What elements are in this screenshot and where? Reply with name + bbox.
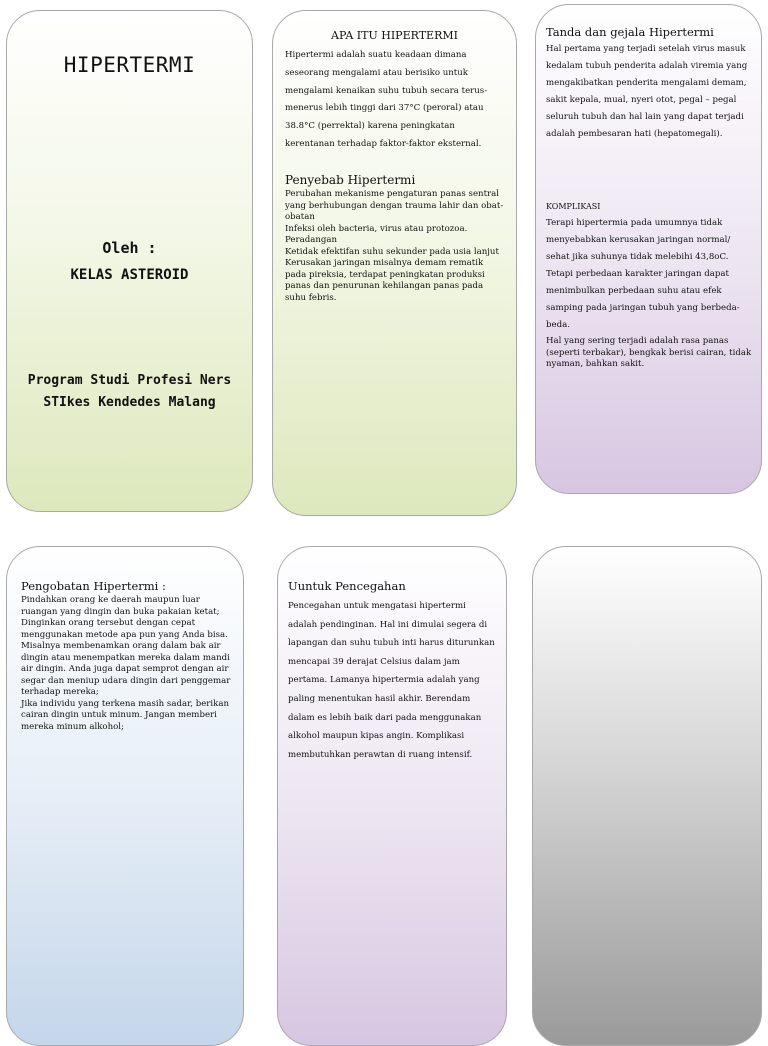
cover-program-line1: Program Studi Profesi Ners [27, 373, 232, 388]
symptoms-panel [535, 4, 762, 494]
tanda-body: Hal pertama yang terjadi setelah virus masuk kedalam tubuh penderita adalah viremia yang mengakibatkan penderita mengalami demam, sakit kepala, mual, nyeri otot, pegal – pegal seluruh tubuh dan hal lain yang dapat terjadi adalah pembesaran hati (hepatomegali). [546, 44, 748, 139]
treatment-panel [6, 546, 244, 1046]
definition-panel [272, 10, 517, 516]
penyebab-item: Kerusakan jaringan misalnya demam rematik pada pireksia, terdapat peningkatan produksi panas dan penurunan kehilangan panas pada suhu febris. [285, 258, 485, 303]
pengobatan-item: Pindahkan orang ke daerah maupun luar ruangan yang dingin dan buka pakaian ketat; [21, 595, 220, 617]
cover-by-label: Oleh : [102, 239, 157, 257]
komplikasi-heading: KOMPLIKASI [546, 202, 601, 211]
pengobatan-item: Dinginkan orang tersebut dengan cepat menggunakan metode apa pun yang Anda bisa. Misalnya membenamkan orang dalam bak air dingin atau menempatkan mereka dalam mandi air dingin. Anda juga dapat semprot dengan air segar dan meniup udara dingin dari penggemar terhadap mereka; [21, 618, 231, 697]
tanda-heading: Tanda dan gejala Hipertermi [546, 25, 714, 39]
penyebab-item: Ketidak efektifan suhu sekunder pada usia lanjut [285, 246, 499, 257]
cover-class-name: KELAS ASTEROID [70, 267, 189, 283]
pengobatan-item: Jika individu yang terkena masih sadar, berikan cairan dingin untuk minum. Jangan memberi mereka minum alkohol; [21, 698, 230, 732]
cover-panel [6, 10, 253, 512]
penyebab-item: Peradangan [285, 235, 338, 245]
penyebab-heading: Penyebab Hipertermi [285, 173, 416, 187]
penyebab-list [285, 189, 506, 304]
apa-itu-heading: APA ITU HIPERTERMI [331, 29, 458, 42]
prevention-panel [277, 546, 507, 1046]
pencegahan-heading: Uuntuk Pencegahan [288, 579, 406, 593]
penyebab-item: Infeksi oleh bacteria, virus atau protozoa. [285, 223, 468, 234]
komplikasi-body-2: Hal yang sering terjadi adalah rasa panas (seperti terbakar), bengkak berisi cairan, tidak nyaman, bahkan sakit. [546, 336, 752, 369]
cover-title: HIPERTERMI [63, 53, 196, 77]
pencegahan-body: Pencegahan untuk mengatasi hipertermi adalah pendinginan. Hal ini dimulai segera di lapangan dan suhu tubuh inti harus diturunkan mencapai 39 derajat Celsius dalam jam pertama. Lamanya hipertermia adalah yang paling menentukan hasil akhir. Berendam dalam es lebih baik dari pada menggunakan alkohol maupun kipas angin. Komplikasi membutuhkan perawtan di ruang intensif. [288, 601, 495, 760]
komplikasi-body-1: Terapi hipertermia pada umumnya tidak menyebabkan kerusakan jaringan normal/ sehat jika suhunya tidak melebihi 43,8oC. Tetapi perbedaan karakter jaringan dapat menimbulkan perbedaan suhu atau efek samping pada jaringan tubuh yang berbeda-beda. [546, 218, 740, 330]
cover-program-line2: STIkes Kendedes Malang [43, 395, 216, 410]
apa-itu-body: Hipertermi adalah suatu keadaan dimana seseorang mengalami atau berisiko untuk mengalami kenaikan suhu tubuh secara terus-menerus lebih tinggi dari 37°C (peroral) atau 38.8°C (perrektal) karena peningkatan kerentanan terhadap faktor-faktor eksternal. [285, 50, 488, 149]
blank-panel [532, 546, 762, 1046]
pengobatan-heading: Pengobatan Hipertermi : [21, 579, 166, 593]
pengobatan-list [21, 595, 233, 733]
penyebab-item: Perubahan mekanisme pengaturan panas sentral yang berhubungan dengan trauma lahir dan obat-obatan [285, 189, 504, 222]
